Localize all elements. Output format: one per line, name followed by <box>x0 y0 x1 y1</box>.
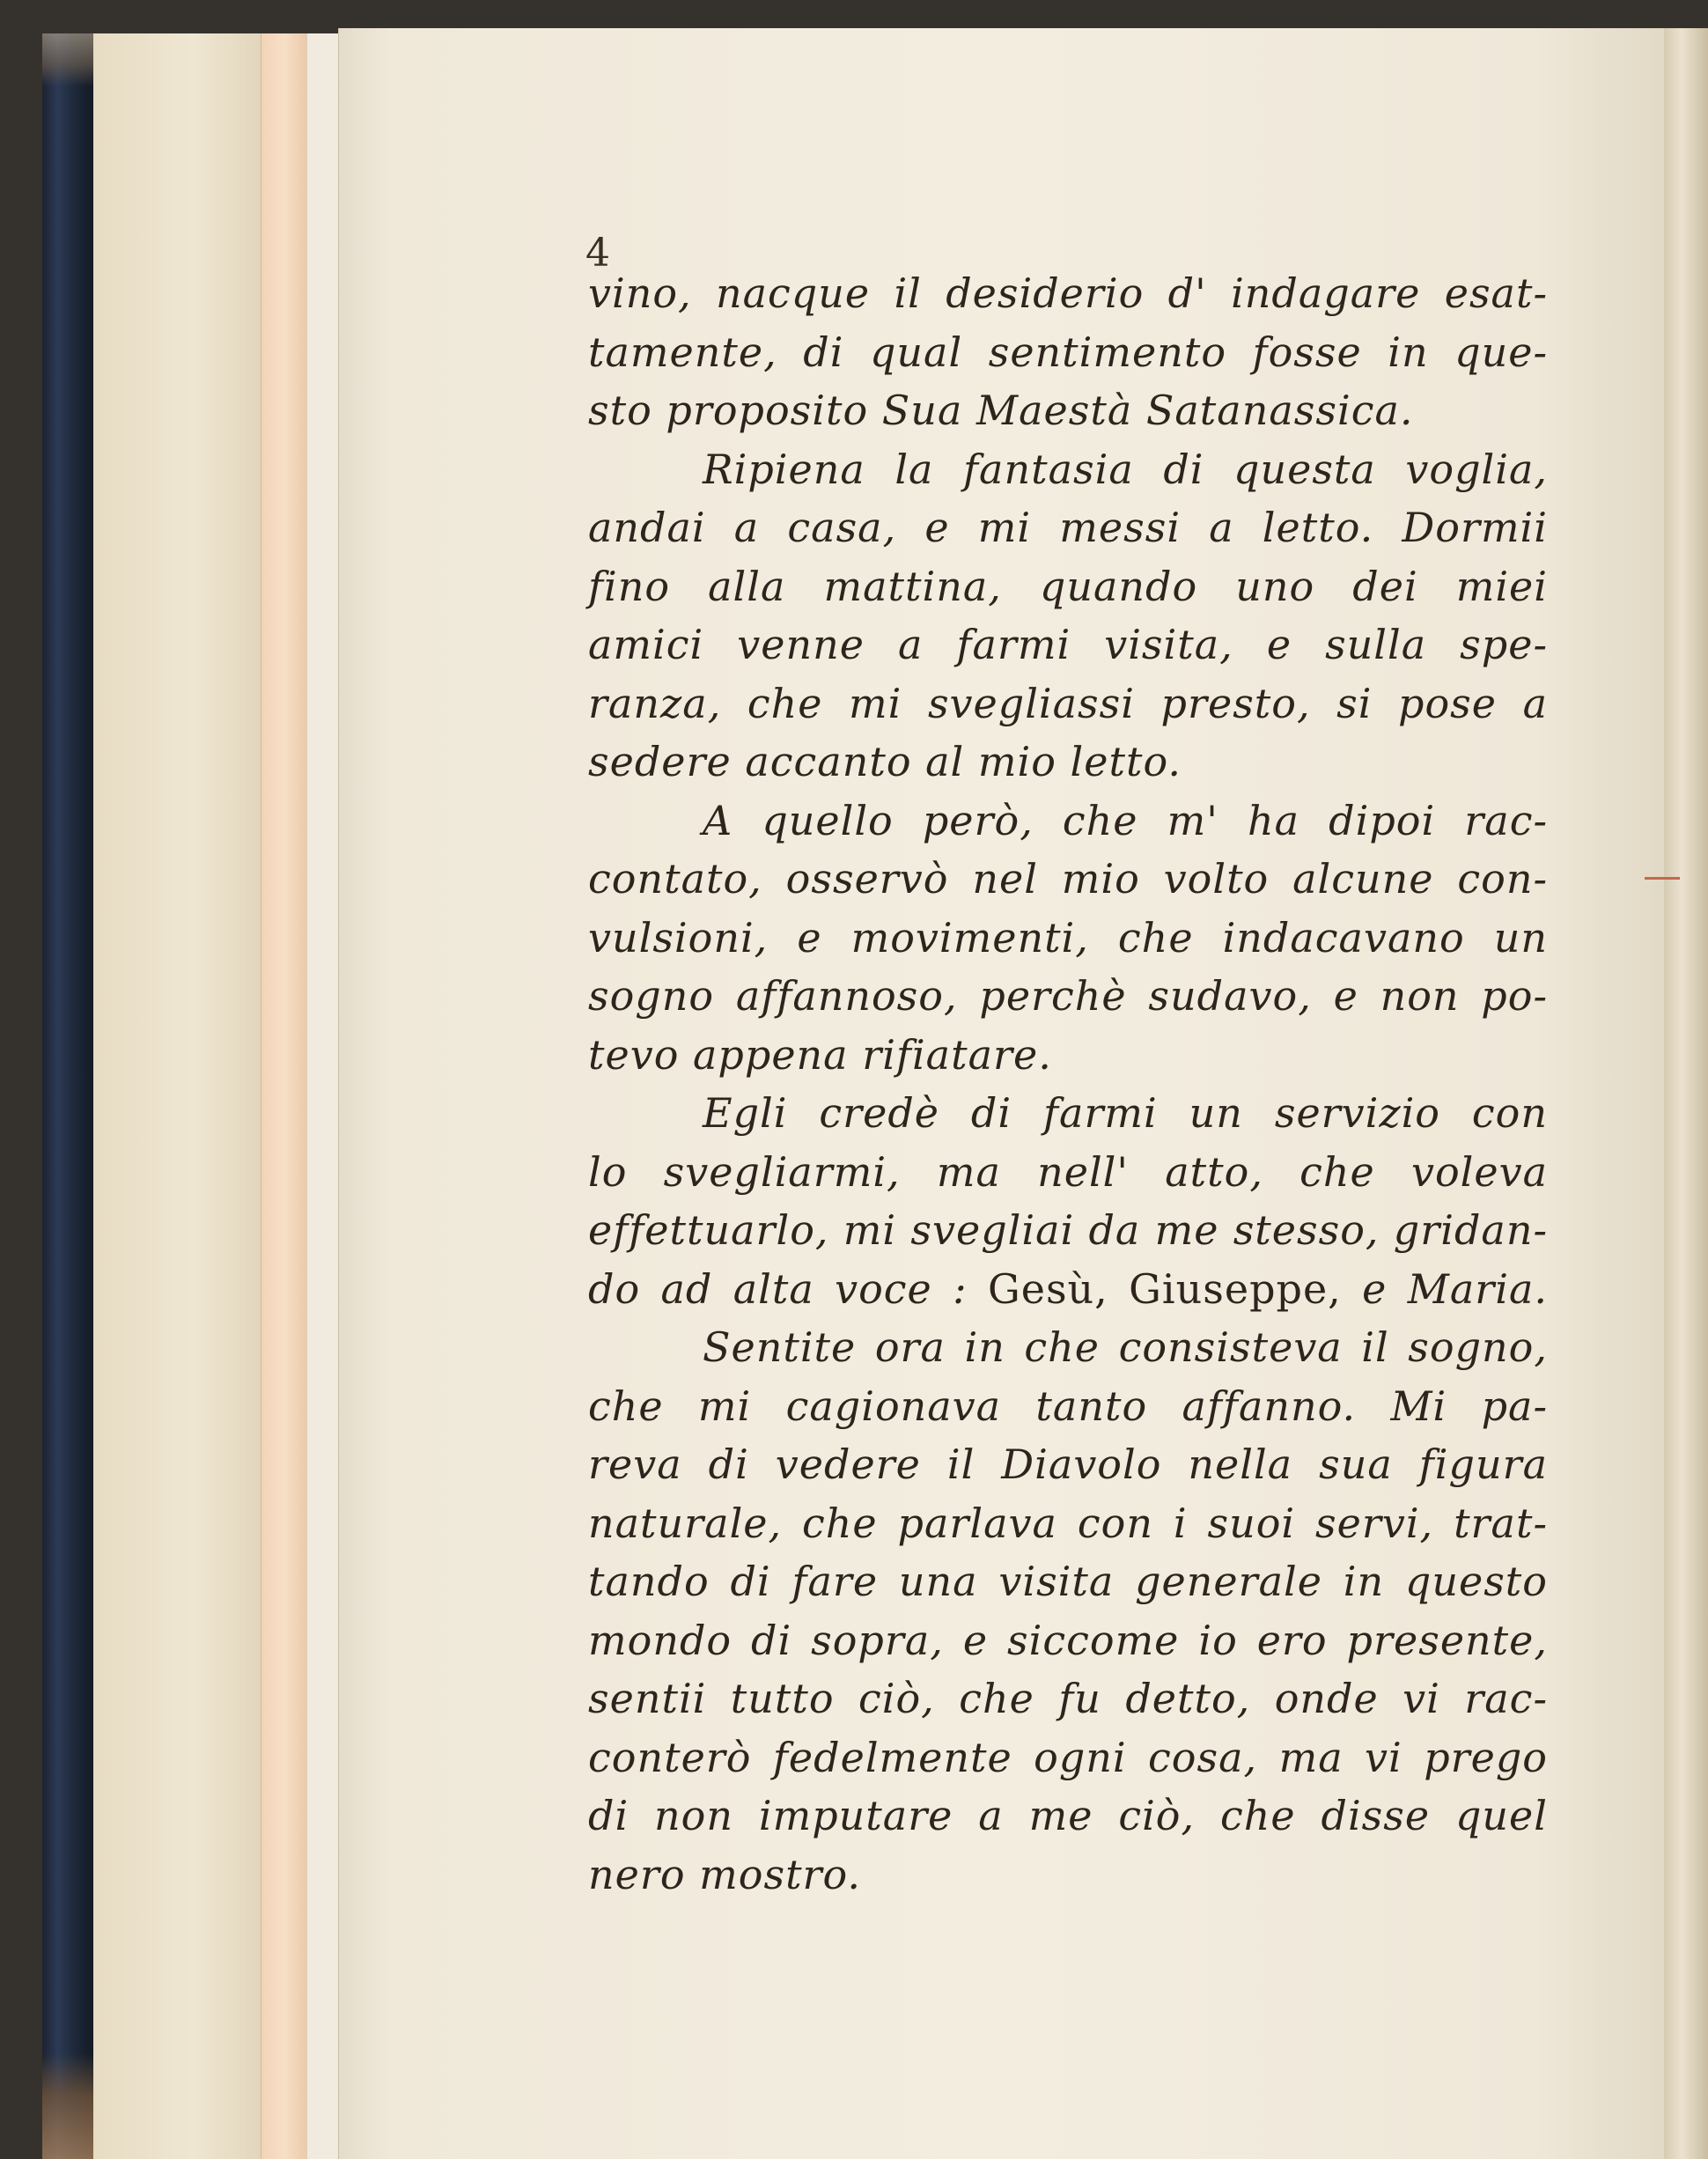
text-line: tamente, di qual sentimento fosse in que- <box>588 328 1548 376</box>
text-line: sto proposito Sua Maestà Satanassica. <box>588 387 1414 434</box>
spine-worn-bottom <box>42 2053 93 2159</box>
page-stack-edge <box>1664 28 1708 2159</box>
text-line: mondo di sopra, e siccome io ero presente, <box>588 1616 1548 1664</box>
text-line: di non imputare a me ciò, che disse quel <box>588 1792 1548 1839</box>
text-line: sentii tutto ciò, che fu detto, onde vi rac- <box>588 1675 1548 1722</box>
body-text <box>588 264 1548 1904</box>
text-line: effettuarlo, mi svegliai da me stesso, gridan- <box>588 1206 1548 1254</box>
text-line: conterò fedelmente ogni cosa, ma vi prego <box>588 1733 1548 1781</box>
text-line: nero mostro. <box>588 1850 862 1898</box>
flyleaf-outer <box>93 33 261 2159</box>
text-line: sedere accanto al mio letto. <box>588 738 1182 785</box>
text-line: che mi cagionava tanto affanno. Mi pa- <box>588 1382 1548 1430</box>
text-line: fino alla mattina, quando uno dei miei <box>588 562 1548 610</box>
text-line: reva di vedere il Diavolo nella sua figura <box>588 1441 1548 1488</box>
flyleaf-pink <box>261 33 307 2159</box>
text-line: andai a casa, e mi messi a letto. Dormii <box>588 504 1548 551</box>
text-line: tevo appena rifiatare. <box>588 1030 1052 1079</box>
book-spine <box>42 33 93 2159</box>
page-number: 4 <box>585 231 610 276</box>
text-line: vino, nacque il desiderio d' indagare esat- <box>588 269 1548 317</box>
text-line: contato, osservò nel mio volto alcune con- <box>588 855 1548 903</box>
line-tail-part: e Maria. <box>1362 1264 1549 1313</box>
text-line: Sentite ora in che consisteva il sogno, <box>703 1323 1548 1371</box>
text-line: amici venne a farmi visita, e sulla spe- <box>588 621 1548 668</box>
text-line: sogno affannoso, perchè sudavo, e non po- <box>588 972 1548 1020</box>
spine-worn-top <box>42 33 93 86</box>
page-marker <box>1645 877 1680 880</box>
text-line: naturale, che parlava con i suoi servi, trat- <box>588 1499 1548 1547</box>
text-line: A quello però, che m' ha dipoi rac- <box>703 796 1548 844</box>
text-line: vulsioni, e movimenti, che indacavano un <box>588 913 1548 962</box>
text-line: ranza, che mi svegliassi presto, si pose a <box>588 679 1548 727</box>
line-roman-part: Gesù, Giuseppe, <box>987 1264 1342 1313</box>
text-line-mixed <box>588 1260 1548 1319</box>
text-line: lo svegliarmi, ma nell' atto, che voleva <box>588 1147 1548 1196</box>
line-italic-part: do ad alta voce : <box>588 1264 968 1313</box>
flyleaf-inner <box>306 33 340 2159</box>
text-line: Ripiena la fantasia di questa voglia, <box>703 445 1548 493</box>
text-line: Egli credè di farmi un servizio con <box>703 1089 1548 1137</box>
text-line: tando di fare una visita generale in questo <box>588 1558 1548 1605</box>
